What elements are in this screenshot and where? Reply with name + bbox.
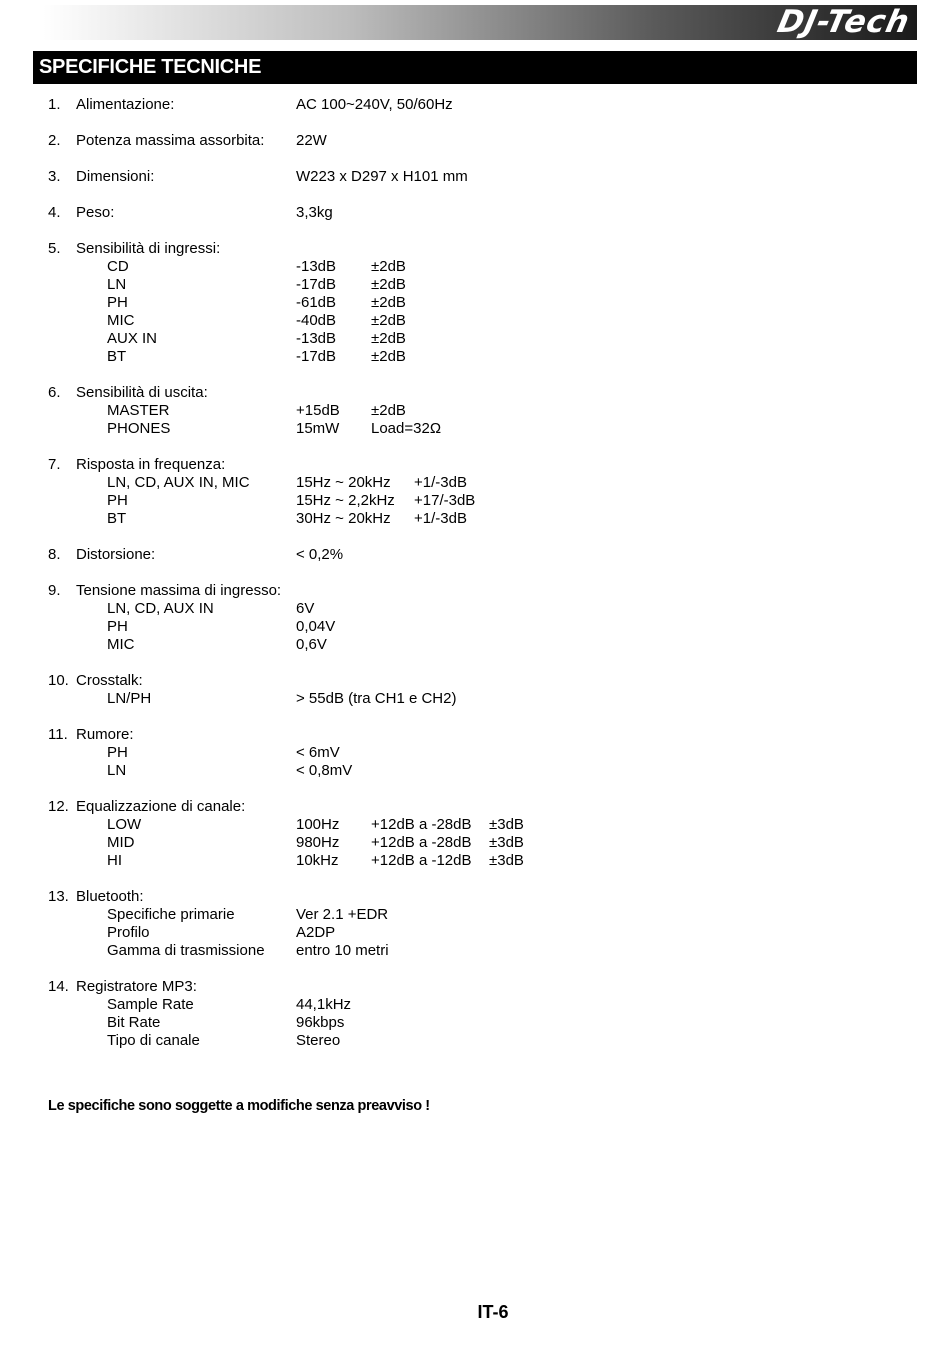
spec-sub-tolerance: +17/-3dB: [414, 492, 476, 509]
spec-sub-value: +15dB: [296, 402, 340, 419]
spec-sub-value: -40dB: [296, 312, 337, 329]
spec-sub-label: LN, CD, AUX IN, MIC: [107, 474, 250, 491]
spec-sub-label: Gamma di trasmissione: [107, 942, 265, 959]
spec-sub-label: BT: [107, 510, 127, 527]
spec-sub-label: MIC: [107, 636, 135, 653]
spec-sub-range: ±2dB: [371, 348, 406, 365]
spec-heading: [0, 546, 950, 564]
spec-subrow: [0, 834, 950, 852]
spec-number: 5.: [48, 240, 61, 257]
spec-sub-value: 96kbps: [296, 1014, 345, 1031]
spec-label: Dimensioni:: [76, 168, 155, 185]
spec-subrow: [0, 258, 950, 276]
spec-list: [0, 96, 950, 1068]
spec-sub-label: PHONES: [107, 420, 171, 437]
spec-sub-label: Specifiche primarie: [107, 906, 235, 923]
spec-sub-value: -61dB: [296, 294, 337, 311]
spec-sub-value: 15mW: [296, 420, 340, 437]
spec-subrow: [0, 294, 950, 312]
spec-subrow: [0, 492, 950, 510]
spec-sub-tolerance: +1/-3dB: [414, 510, 467, 527]
spec-number: 8.: [48, 546, 61, 563]
spec-heading: [0, 978, 950, 996]
spec-label: Registratore MP3:: [76, 978, 197, 995]
section-title-bar: [33, 51, 917, 84]
spec-heading: [0, 672, 950, 690]
section-title: SPECIFICHE TECNICHE: [39, 56, 262, 78]
spec-sub-range: +12dB a -12dB: [371, 852, 472, 869]
spec-heading: [0, 726, 950, 744]
spec-label: Potenza massima assorbita:: [76, 132, 265, 149]
spec-subrow: [0, 330, 950, 348]
spec-heading: [0, 456, 950, 474]
spec-item: [0, 204, 950, 222]
spec-sub-value: -13dB: [296, 330, 337, 347]
spec-heading: [0, 132, 950, 150]
spec-sub-value: < 0,8mV: [296, 762, 353, 779]
spec-sub-value: < 6mV: [296, 744, 340, 761]
spec-number: 9.: [48, 582, 61, 599]
spec-sub-label: Tipo di canale: [107, 1032, 200, 1049]
spec-subrow: [0, 402, 950, 420]
spec-sub-label: MIC: [107, 312, 135, 329]
spec-subrow: [0, 510, 950, 528]
spec-label: Alimentazione:: [76, 96, 175, 113]
spec-sub-range: Load=32Ω: [371, 420, 442, 437]
spec-number: 3.: [48, 168, 61, 185]
spec-sub-label: MID: [107, 834, 135, 851]
spec-number: 12.: [48, 798, 69, 815]
spec-heading: [0, 204, 950, 222]
notice-text: Le specifiche sono soggette a modifiche senza preavviso !: [48, 1098, 430, 1114]
spec-item: [0, 582, 950, 654]
spec-heading: [0, 240, 950, 258]
spec-label: Bluetooth:: [76, 888, 144, 905]
spec-subrow: [0, 618, 950, 636]
spec-sub-value: 44,1kHz: [296, 996, 352, 1013]
spec-value: W223 x D297 x H101 mm: [296, 168, 468, 185]
spec-value: < 0,2%: [296, 546, 344, 563]
spec-label: Rumore:: [76, 726, 134, 743]
spec-subrow: [0, 636, 950, 654]
spec-sub-value: > 55dB (tra CH1 e CH2): [296, 690, 457, 707]
spec-sub-label: HI: [107, 852, 122, 869]
spec-number: 2.: [48, 132, 61, 149]
spec-sub-label: LOW: [107, 816, 142, 833]
spec-sub-label: CD: [107, 258, 129, 275]
spec-sub-tolerance: ±3dB: [489, 834, 524, 851]
spec-sub-label: LN/PH: [107, 690, 152, 707]
spec-item: [0, 888, 950, 960]
spec-sub-range: +12dB a -28dB: [371, 816, 472, 833]
spec-sub-label: PH: [107, 294, 128, 311]
spec-label: Peso:: [76, 204, 115, 221]
spec-heading: [0, 582, 950, 600]
spec-heading: [0, 384, 950, 402]
spec-subrow: [0, 474, 950, 492]
spec-sub-label: PH: [107, 492, 128, 509]
spec-number: 7.: [48, 456, 61, 473]
spec-label: Risposta in frequenza:: [76, 456, 226, 473]
brand-logo: DJ-Tech: [774, 4, 913, 40]
spec-heading: [0, 888, 950, 906]
spec-sub-range: ±2dB: [371, 276, 406, 293]
spec-subrow: [0, 600, 950, 618]
spec-subrow: [0, 942, 950, 960]
spec-sub-value: 15Hz ~ 2,2kHz: [296, 492, 395, 509]
spec-sub-label: PH: [107, 618, 128, 635]
spec-subrow: [0, 276, 950, 294]
spec-sub-label: LN: [107, 276, 127, 293]
spec-sub-value: Ver 2.1 +EDR: [296, 906, 389, 923]
spec-label: Sensibilità di ingressi:: [76, 240, 221, 257]
spec-number: 10.: [48, 672, 69, 689]
spec-item: [0, 726, 950, 780]
spec-sub-range: ±2dB: [371, 258, 406, 275]
spec-subrow: [0, 906, 950, 924]
spec-subrow: [0, 762, 950, 780]
spec-sub-label: Sample Rate: [107, 996, 194, 1013]
spec-number: 4.: [48, 204, 61, 221]
spec-subrow: [0, 924, 950, 942]
spec-value: 22W: [296, 132, 327, 149]
spec-sub-value: entro 10 metri: [296, 942, 389, 959]
spec-sub-value: 6V: [296, 600, 315, 617]
spec-sub-value: Stereo: [296, 1032, 341, 1049]
spec-number: 1.: [48, 96, 61, 113]
spec-subrow: [0, 816, 950, 834]
spec-sub-value: 0,04V: [296, 618, 336, 635]
spec-number: 11.: [48, 726, 68, 743]
spec-number: 6.: [48, 384, 61, 401]
spec-item: [0, 978, 950, 1050]
spec-sub-label: MASTER: [107, 402, 170, 419]
spec-sub-label: PH: [107, 744, 128, 761]
spec-subrow: [0, 312, 950, 330]
spec-item: [0, 96, 950, 114]
spec-sub-value: -17dB: [296, 276, 337, 293]
spec-sub-value: 30Hz ~ 20kHz: [296, 510, 391, 527]
spec-sub-label: LN, CD, AUX IN: [107, 600, 214, 617]
spec-sub-label: BT: [107, 348, 127, 365]
spec-item: [0, 798, 950, 870]
spec-subrow: [0, 420, 950, 438]
spec-subrow: [0, 1014, 950, 1032]
spec-subrow: [0, 852, 950, 870]
spec-heading: [0, 798, 950, 816]
spec-label: Equalizzazione di canale:: [76, 798, 246, 815]
spec-subrow: [0, 348, 950, 366]
spec-number: 14.: [48, 978, 69, 995]
spec-number: 13.: [48, 888, 69, 905]
spec-sub-range: ±2dB: [371, 294, 406, 311]
page-number: IT-6: [477, 1302, 509, 1322]
spec-label: Sensibilità di uscita:: [76, 384, 208, 401]
spec-heading: [0, 168, 950, 186]
spec-sub-value: 0,6V: [296, 636, 327, 653]
spec-sub-label: Bit Rate: [107, 1014, 161, 1031]
spec-label: Distorsione:: [76, 546, 156, 563]
spec-sub-value: 15Hz ~ 20kHz: [296, 474, 391, 491]
spec-item: [0, 384, 950, 438]
spec-sub-label: AUX IN: [107, 330, 158, 347]
spec-subrow: [0, 996, 950, 1014]
spec-item: [0, 672, 950, 708]
spec-item: [0, 132, 950, 150]
spec-subrow: [0, 744, 950, 762]
spec-sub-label: LN: [107, 762, 127, 779]
spec-heading: [0, 96, 950, 114]
spec-sub-tolerance: +1/-3dB: [414, 474, 467, 491]
spec-sub-tolerance: ±3dB: [489, 816, 524, 833]
spec-sub-value: 980Hz: [296, 834, 340, 851]
spec-value: AC 100~240V, 50/60Hz: [296, 96, 453, 113]
spec-sub-value: 100Hz: [296, 816, 340, 833]
header-bar: [43, 5, 917, 40]
spec-sub-value: -17dB: [296, 348, 337, 365]
spec-sub-label: Profilo: [107, 924, 150, 941]
spec-sub-range: ±2dB: [371, 402, 406, 419]
spec-item: [0, 240, 950, 366]
spec-item: [0, 456, 950, 528]
spec-sub-range: +12dB a -28dB: [371, 834, 472, 851]
spec-sub-value: -13dB: [296, 258, 337, 275]
spec-subrow: [0, 1032, 950, 1050]
spec-sub-tolerance: ±3dB: [489, 852, 524, 869]
spec-value: 3,3kg: [296, 204, 333, 221]
spec-item: [0, 168, 950, 186]
spec-subrow: [0, 690, 950, 708]
spec-item: [0, 546, 950, 564]
spec-label: Crosstalk:: [76, 672, 143, 689]
spec-sub-range: ±2dB: [371, 330, 406, 347]
spec-sub-range: ±2dB: [371, 312, 406, 329]
spec-sub-value: 10kHz: [296, 852, 339, 869]
spec-sub-value: A2DP: [296, 924, 336, 941]
spec-label: Tensione massima di ingresso:: [76, 582, 282, 599]
